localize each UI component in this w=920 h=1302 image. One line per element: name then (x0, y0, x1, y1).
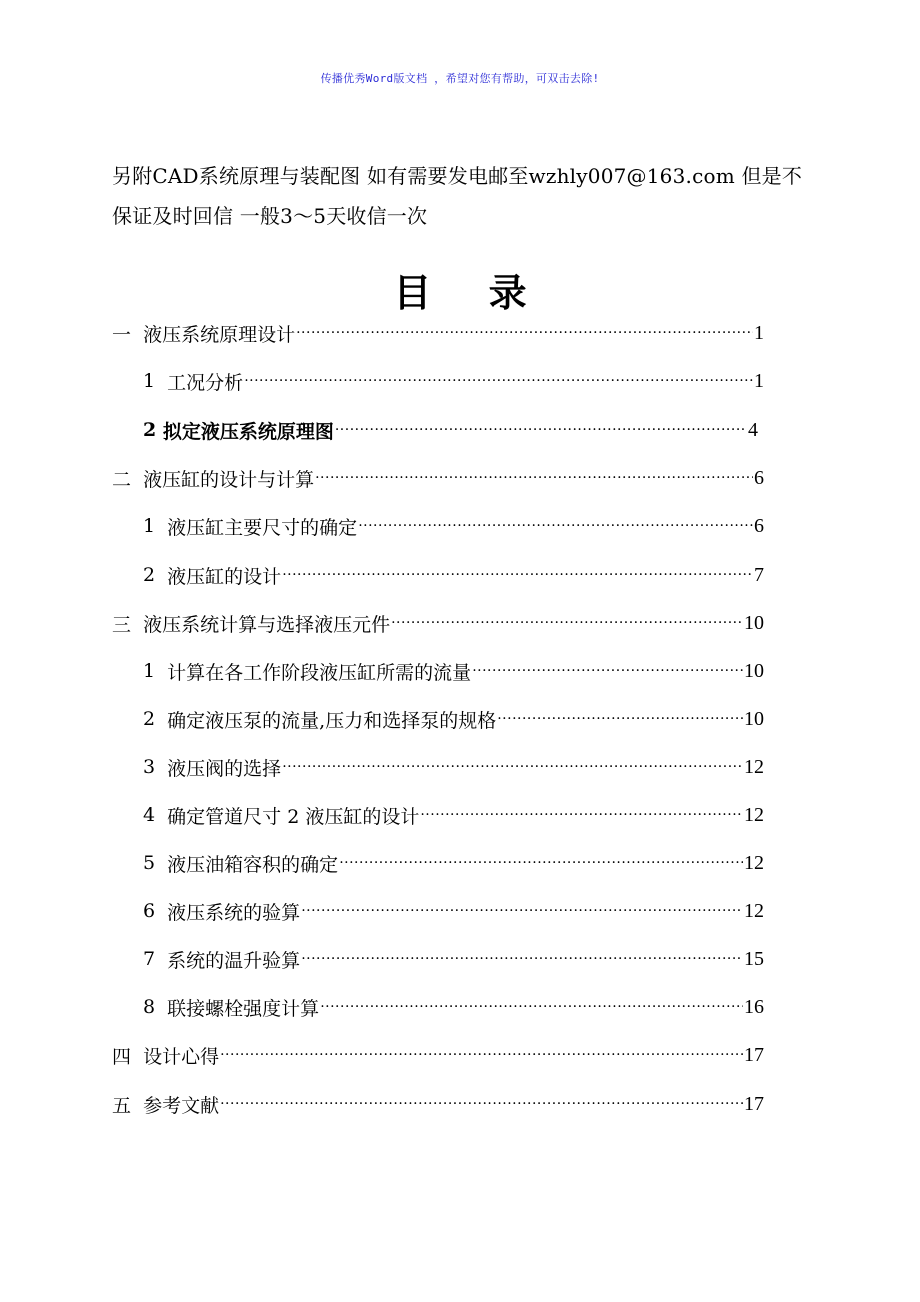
toc-entry-page: 10 (744, 611, 764, 634)
toc-dot-leader (420, 792, 743, 838)
toc-entry-section-4[interactable] (112, 1032, 764, 1078)
toc-entry-1-1[interactable] (143, 358, 764, 404)
toc-entry-number: 1 (143, 370, 168, 392)
toc-entry-label: 确定液压泵的流量,压力和选择泵的规格 (167, 709, 497, 732)
toc-entry-label: 液压阀的选择 (167, 757, 282, 780)
toc-entry-label: 液压系统计算与选择液压元件 (143, 613, 391, 636)
intro-paragraph: 另附CAD系统原理与装配图 如有需要发电邮至wzhly007@163.com 但是不保证及时回信 一般3～5天收信一次 (112, 164, 803, 228)
toc-entry-page: 1 (754, 321, 764, 344)
toc-dot-leader (472, 648, 743, 694)
toc-entry-number: 四 (112, 1045, 144, 1068)
toc-entry-page: 10 (744, 707, 764, 730)
toc-entry-page: 12 (744, 755, 764, 778)
toc-entry-page: 6 (754, 466, 764, 489)
toc-entry-number: 7 (143, 948, 168, 970)
toc-entry-3-4[interactable] (143, 792, 764, 838)
toc-entry-label: 液压油箱容积的确定 (167, 853, 339, 876)
toc-dot-leader (335, 407, 747, 453)
toc-dot-leader (282, 552, 753, 598)
toc-entry-label: 设计心得 (143, 1045, 220, 1068)
toc-entry-number: 5 (143, 852, 168, 874)
toc-entry-2-1[interactable] (143, 503, 764, 549)
toc-entry-label: 液压缸的设计与计算 (143, 468, 315, 491)
toc-entry-page: 12 (744, 803, 764, 826)
toc-dot-leader (244, 358, 753, 404)
toc-dot-leader (391, 600, 743, 646)
toc-entry-page: 7 (754, 563, 764, 586)
toc-dot-leader (282, 744, 743, 790)
toc-entry-number: 4 (143, 804, 168, 826)
toc-entry-number: 一 (112, 323, 144, 346)
toc-entry-3-8[interactable] (143, 984, 764, 1030)
toc-entry-3-2[interactable] (143, 696, 764, 742)
toc-entry-label: 液压缸主要尺寸的确定 (167, 516, 358, 539)
toc-entry-label: 计算在各工作阶段液压缸所需的流量 (167, 661, 472, 684)
toc-entry-label: 系统的温升验算 (167, 949, 301, 972)
toc-entry-number: 2 (143, 564, 168, 586)
toc-entry-section-2[interactable] (112, 455, 764, 501)
toc-entry-3-7[interactable] (143, 936, 764, 982)
toc-entry-section-3[interactable] (112, 600, 764, 646)
toc-entry-number: 8 (143, 996, 168, 1018)
toc-entry-3-3[interactable] (143, 744, 764, 790)
toc-dot-leader (296, 310, 753, 356)
toc-entry-label: 确定管道尺寸 2 液压缸的设计 (167, 805, 420, 828)
toc-dot-leader (320, 984, 743, 1030)
toc-dot-leader (301, 936, 743, 982)
toc-entry-number: 三 (112, 613, 144, 636)
toc-entry-page: 15 (744, 947, 764, 970)
toc-entry-number: 二 (112, 468, 144, 491)
toc-entry-page: 4 (748, 418, 758, 441)
toc-dot-leader (497, 696, 743, 742)
toc-entry-2-2[interactable] (143, 552, 764, 598)
toc-entry-3-1[interactable] (143, 648, 764, 694)
toc-entry-3-5[interactable] (143, 840, 764, 886)
toc-entry-number: 五 (112, 1094, 144, 1117)
toc-entry-label: 液压系统的验算 (167, 901, 301, 924)
toc-dot-leader (358, 503, 753, 549)
toc-entry-page: 10 (744, 659, 764, 682)
toc-entry-label: 拟定液压系统原理图 (162, 420, 334, 443)
toc-dot-leader (220, 1032, 743, 1078)
toc-entry-page: 16 (744, 995, 764, 1018)
toc-entry-number: 6 (143, 900, 168, 922)
toc-entry-page: 17 (744, 1043, 764, 1066)
toc-dot-leader (315, 455, 753, 501)
toc-entry-label: 联接螺栓强度计算 (167, 997, 320, 1020)
toc-entry-page: 12 (744, 899, 764, 922)
toc-entry-page: 6 (754, 514, 764, 537)
toc-entry-number: 2 (143, 419, 163, 441)
toc-entry-label: 参考文献 (143, 1094, 220, 1117)
toc-entry-label: 液压缸的设计 (167, 565, 282, 588)
toc-dot-leader (301, 888, 743, 934)
toc-entry-number: 1 (143, 660, 168, 682)
toc-entry-1-2[interactable] (143, 407, 758, 453)
toc-entry-3-6[interactable] (143, 888, 764, 934)
toc-entry-page: 12 (744, 851, 764, 874)
toc-entry-page: 17 (744, 1092, 764, 1115)
toc-entry-label: 液压系统原理设计 (143, 323, 296, 346)
toc-entry-number: 3 (143, 756, 168, 778)
toc-entry-label: 工况分析 (167, 371, 244, 394)
toc-title: 目 录 (393, 271, 549, 315)
toc-dot-leader (220, 1081, 743, 1127)
toc-entry-number: 1 (143, 515, 168, 537)
toc-entry-number: 2 (143, 708, 168, 730)
toc-dot-leader (339, 840, 743, 886)
toc-entry-page: 1 (754, 369, 764, 392)
header-note: 传播优秀Word版文档 ，希望对您有帮助，可双击去除! (320, 72, 600, 85)
toc-entry-section-1[interactable] (112, 310, 764, 356)
toc-entry-section-5[interactable] (112, 1081, 764, 1127)
